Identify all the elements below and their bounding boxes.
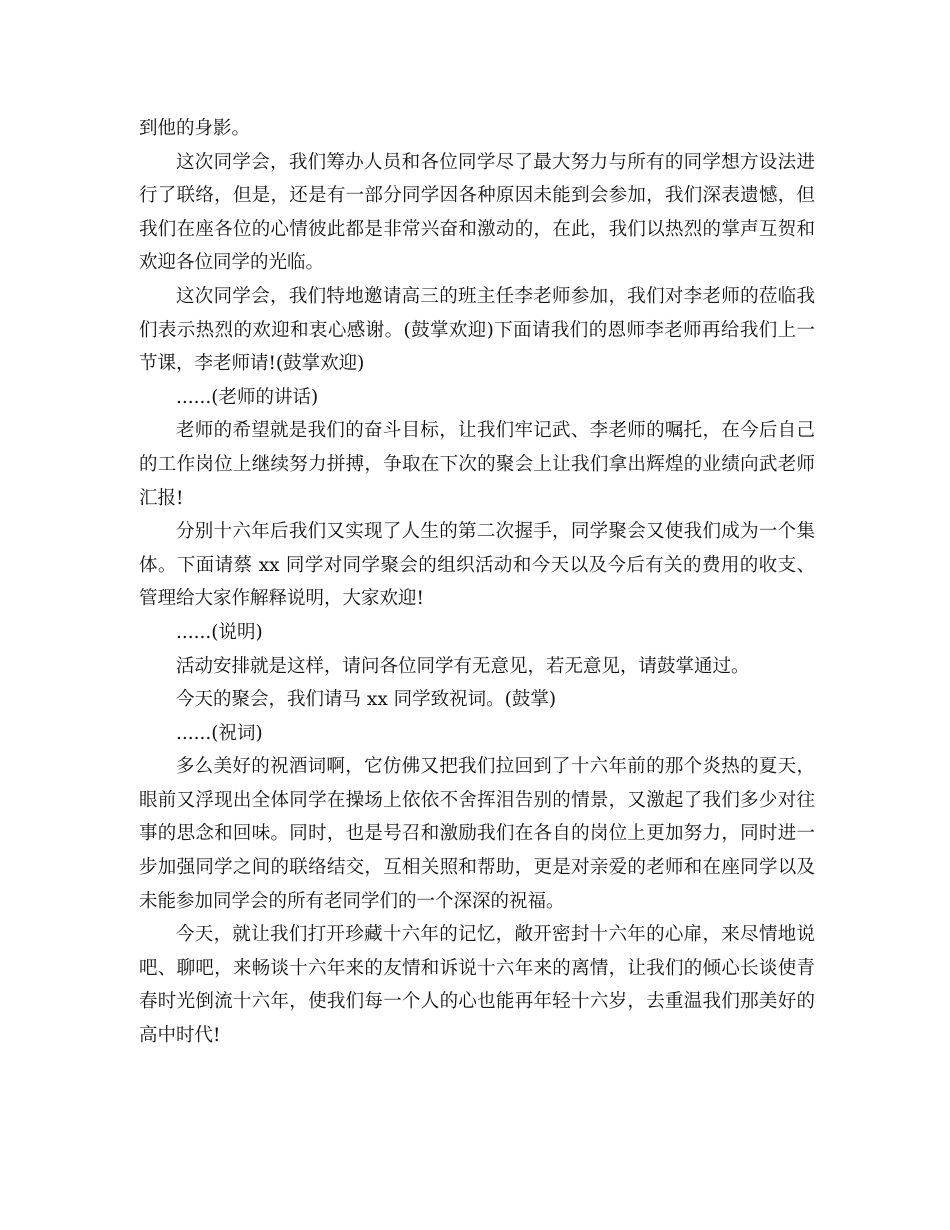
paragraph: 活动安排就是这样，请问各位同学有无意见，若无意见，请鼓掌通过。 <box>176 655 750 677</box>
paragraph: 这次同学会，我们特地邀请高三的班主任李老师参加，我们对李老师的莅临我们表示热烈的欢迎和衷心感谢。(鼓掌欢迎)下面请我们的恩师李老师再给我们上一节课，李老师请!(鼓掌欢迎) <box>139 285 815 375</box>
paragraph: 老师的希望就是我们的奋斗目标，让我们牢记武、李老师的嘱托，在今后自己的工作岗位上继续努力拼搏，争取在下次的聚会上让我们拿出辉煌的业绩向武老师汇报! <box>139 420 815 509</box>
paragraph: 到他的身影。 <box>139 118 251 139</box>
paragraph: ......(祝词) <box>176 722 263 744</box>
paragraph: 今天，就让我们打开珍藏十六年的记忆，敞开密封十六年的心扉，来尽情地说吧、聊吧，来畅谈十六年来的友情和诉说十六年来的离情，让我们的倾心长谈使青春时光倒流十六年，使我们每一个人的心也能再年轻十六岁，去重温我们那美好的高中时代! <box>139 924 815 1047</box>
paragraph: 这次同学会，我们筹办人员和各位同学尽了最大努力与所有的同学想方设法进行了联络，但是，还是有一部分同学因各种原因未能到会参加，我们深表遗憾，但我们在座各位的心情彼此都是非常兴奋和激动的，在此，我们以热烈的掌声互贺和欢迎各位同学的光临。 <box>139 151 815 274</box>
paragraph: 今天的聚会，我们请马 xx 同学致祝词。(鼓掌) <box>176 689 557 711</box>
paragraph: ......(说明) <box>176 621 263 643</box>
document-body <box>139 112 815 1053</box>
paragraph: 分别十六年后我们又实现了人生的第二次握手，同学聚会又使我们成为一个集体。下面请蔡 xx 同学对同学聚会的组织活动和今天以及今后有关的费用的收支、管理给大家作解释说明，大家欢迎! <box>139 521 815 610</box>
paragraph: 多么美好的祝酒词啊，它仿佛又把我们拉回到了十六年前的那个炎热的夏天，眼前又浮现出全体同学在操场上依依不舍挥泪告别的情景，又激起了我们多少对往事的思念和回味。同时，也是号召和激励我们在各自的岗位上更加努力，同时进一步加强同学之间的联络结交，互相关照和帮助，更是对亲爱的老师和在座同学以及未能参加同学会的所有老同学们的一个深深的祝福。 <box>139 756 815 912</box>
paragraph: ......(老师的讲话) <box>176 386 319 408</box>
